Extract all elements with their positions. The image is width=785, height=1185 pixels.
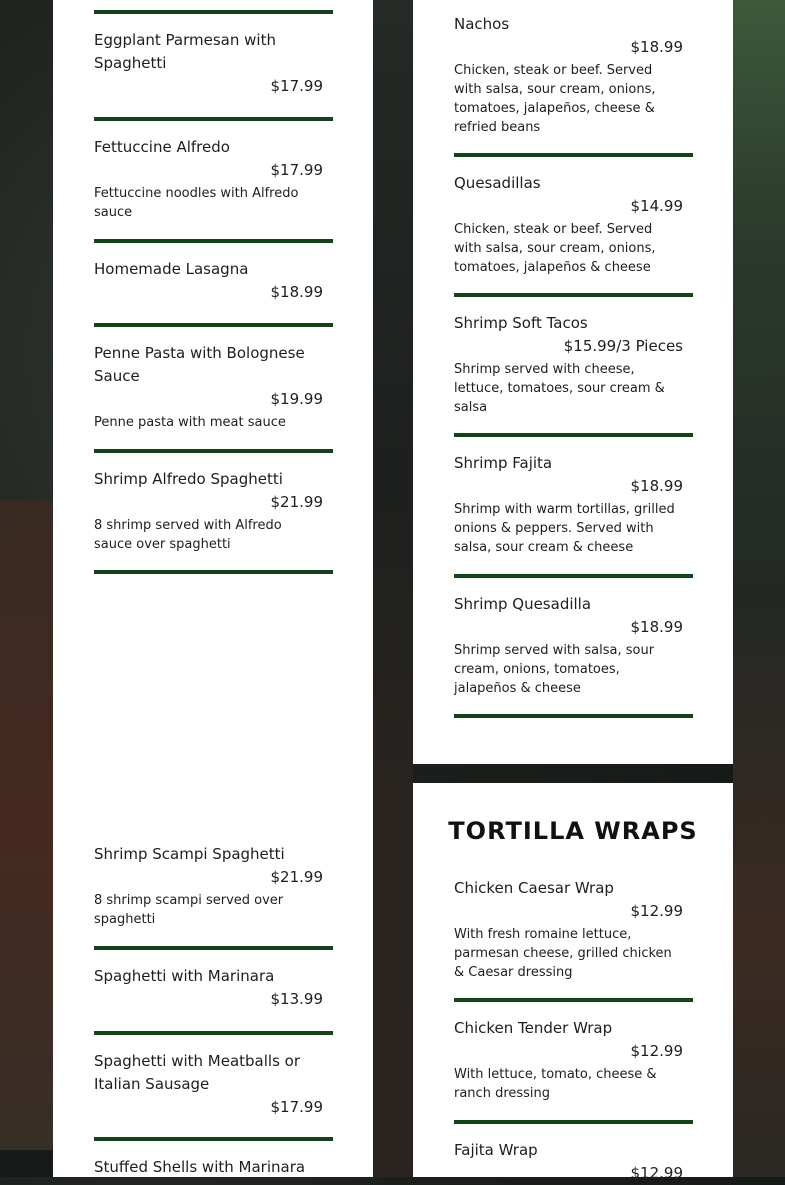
divider bbox=[94, 1031, 333, 1035]
item-name: Chicken Tender Wrap bbox=[454, 1019, 613, 1037]
item-name: Eggplant Parmesan with Spaghetti bbox=[94, 31, 276, 72]
divider bbox=[454, 153, 693, 157]
section-title: TORTILLA WRAPS bbox=[448, 817, 698, 845]
divider bbox=[94, 10, 333, 14]
item-price: $18.99 bbox=[270, 283, 323, 301]
item-name: Fajita Wrap bbox=[454, 1141, 538, 1159]
item-name: Quesadillas bbox=[454, 174, 541, 192]
menu-item bbox=[94, 342, 333, 432]
item-price: $12.99 bbox=[630, 1164, 683, 1182]
menu-item bbox=[94, 843, 333, 929]
tortilla-wraps-panel bbox=[413, 783, 733, 1182]
divider bbox=[94, 323, 333, 327]
item-description: Shrimp with warm tortillas, grilled onions & peppers. Served with salsa, sour cream & cheese bbox=[454, 502, 675, 555]
item-price: $13.99 bbox=[270, 990, 323, 1008]
background-right bbox=[733, 0, 785, 1177]
menu-item bbox=[454, 1017, 693, 1103]
item-price: $14.99 bbox=[630, 197, 683, 215]
item-description: With lettuce, tomato, cheese & ranch dressing bbox=[454, 1067, 657, 1101]
divider bbox=[454, 1120, 693, 1124]
item-description: 8 shrimp served with Alfredo sauce over spaghetti bbox=[94, 518, 282, 552]
background-left bbox=[0, 500, 60, 1150]
item-description: Chicken, steak or beef. Served with salsa, sour cream, onions, tomatoes, jalapeños, cheese & refried beans bbox=[454, 63, 656, 135]
menu-item bbox=[94, 258, 333, 304]
menu-item bbox=[454, 172, 693, 277]
item-description: Shrimp served with salsa, sour cream, onions, tomatoes, jalapeños & cheese bbox=[454, 643, 655, 696]
divider bbox=[94, 1137, 333, 1141]
item-price: $17.99 bbox=[270, 77, 323, 95]
divider bbox=[94, 946, 333, 950]
menu-item bbox=[94, 1050, 339, 1119]
background-middle bbox=[373, 0, 413, 1177]
divider bbox=[94, 239, 333, 243]
menu-item bbox=[94, 136, 333, 222]
menu-item bbox=[94, 29, 333, 98]
divider bbox=[454, 574, 693, 578]
item-description: Penne pasta with meat sauce bbox=[94, 415, 286, 430]
menu-item bbox=[94, 468, 333, 554]
item-name: Shrimp Quesadilla bbox=[454, 595, 592, 613]
item-name: Nachos bbox=[454, 15, 510, 33]
item-description: Shrimp served with cheese, lettuce, tomatoes, sour cream & salsa bbox=[454, 362, 665, 415]
divider bbox=[94, 449, 333, 453]
item-price: $18.99 bbox=[630, 618, 683, 636]
item-price: $18.99 bbox=[630, 38, 683, 56]
menu-item bbox=[454, 312, 693, 417]
item-description: 8 shrimp scampi served over spaghetti bbox=[94, 893, 284, 927]
item-price: $21.99 bbox=[270, 868, 323, 886]
menu-item bbox=[94, 965, 333, 1011]
item-price: $17.99 bbox=[270, 1098, 323, 1116]
menu-item bbox=[454, 1139, 693, 1185]
item-price: $18.99 bbox=[630, 477, 683, 495]
right-menu-panel bbox=[413, 0, 733, 764]
item-name: Shrimp Fajita bbox=[454, 454, 553, 472]
item-price: $19.99 bbox=[270, 390, 323, 408]
item-description: With fresh romaine lettuce, parmesan cheese, grilled chicken & Caesar dressing bbox=[454, 927, 672, 980]
menu-item bbox=[454, 13, 693, 137]
item-price: $12.99 bbox=[630, 902, 683, 920]
item-description: Fettuccine noodles with Alfredo sauce bbox=[94, 186, 299, 220]
item-name: Fettuccine Alfredo bbox=[94, 138, 230, 156]
divider bbox=[454, 998, 693, 1002]
item-name: Shrimp Alfredo Spaghetti bbox=[94, 470, 283, 488]
item-name: Penne Pasta with Bolognese Sauce bbox=[94, 344, 305, 385]
menu-item bbox=[454, 877, 693, 982]
item-name: Spaghetti with Meatballs or Italian Sausage bbox=[94, 1052, 301, 1093]
item-name: Homemade Lasagna bbox=[94, 260, 249, 278]
item-name: Chicken Caesar Wrap bbox=[454, 879, 614, 897]
menu-item bbox=[454, 593, 693, 698]
item-price: $12.99 bbox=[630, 1042, 683, 1060]
divider bbox=[454, 293, 693, 297]
item-name: Stuffed Shells with Marinara bbox=[94, 1158, 306, 1176]
divider bbox=[454, 433, 693, 437]
menu-item bbox=[454, 452, 693, 557]
item-price: $15.99/3 Pieces bbox=[563, 337, 683, 355]
item-price: $21.99 bbox=[270, 493, 323, 511]
left-menu-panel bbox=[53, 0, 373, 1177]
item-name: Shrimp Soft Tacos bbox=[454, 314, 588, 332]
item-name: Spaghetti with Marinara bbox=[94, 967, 275, 985]
menu-item bbox=[94, 1156, 333, 1179]
item-name: Shrimp Scampi Spaghetti bbox=[94, 845, 285, 863]
item-description: Chicken, steak or beef. Served with salsa, sour cream, onions, tomatoes, jalapeños & cheese bbox=[454, 222, 656, 275]
divider bbox=[94, 117, 333, 121]
divider bbox=[94, 570, 333, 574]
divider bbox=[454, 714, 693, 718]
item-price: $17.99 bbox=[270, 161, 323, 179]
